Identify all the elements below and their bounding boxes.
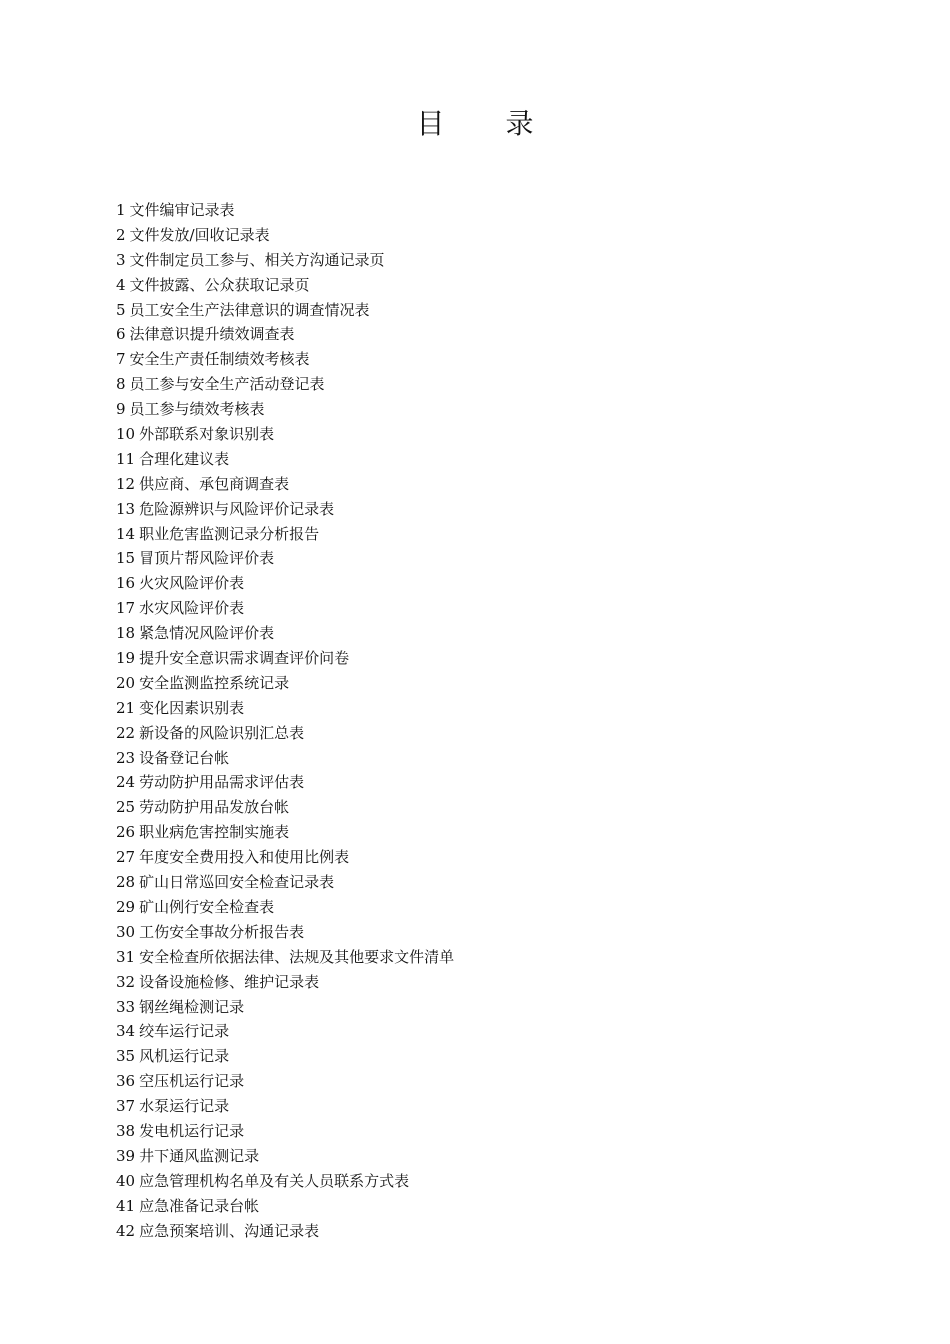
toc-item-number: 26 — [116, 823, 136, 842]
toc-item-label: 工伤安全事故分析报告表 — [139, 922, 305, 941]
toc-item-number: 14 — [116, 524, 136, 543]
toc-item-number: 16 — [116, 574, 136, 593]
toc-item — [116, 397, 454, 422]
toc-item-number: 35 — [116, 1047, 136, 1066]
toc-item-number: 25 — [116, 798, 136, 817]
toc-item-label: 职业病危害控制实施表 — [139, 823, 290, 842]
toc-item-number: 11 — [116, 449, 136, 468]
toc-item-label: 劳动防护用品需求评估表 — [139, 773, 305, 792]
toc-item-number: 10 — [116, 425, 136, 444]
toc-item-number: 21 — [116, 698, 136, 717]
toc-item-label: 员工参与安全生产活动登记表 — [129, 375, 325, 394]
toc-item-number: 39 — [116, 1146, 136, 1165]
toc-item-number: 9 — [116, 400, 126, 419]
toc-item-label: 文件制定员工参与、相关方沟通记录页 — [129, 250, 385, 269]
toc-item-number: 5 — [116, 300, 126, 319]
toc-item — [116, 522, 454, 547]
toc-item — [116, 696, 454, 721]
toc-item-number: 34 — [116, 1022, 136, 1041]
toc-item-label: 空压机运行记录 — [139, 1072, 245, 1091]
toc-item — [116, 671, 454, 696]
toc-item — [116, 1094, 454, 1119]
toc-item-number: 29 — [116, 897, 136, 916]
toc-item-number: 38 — [116, 1121, 136, 1140]
toc-list — [116, 198, 454, 1243]
toc-item — [116, 845, 454, 870]
toc-item-label: 员工安全生产法律意识的调查情况表 — [129, 300, 370, 319]
toc-item-label: 文件披露、公众获取记录页 — [129, 275, 310, 294]
toc-item-number: 30 — [116, 922, 136, 941]
toc-item-label: 井下通风监测记录 — [139, 1146, 260, 1165]
toc-item-number: 32 — [116, 972, 136, 991]
toc-item-label: 应急准备记录台帐 — [139, 1196, 260, 1215]
toc-item-number: 7 — [116, 350, 126, 369]
toc-item-label: 设备设施检修、维护记录表 — [139, 972, 320, 991]
toc-item — [116, 472, 454, 497]
toc-item-number: 27 — [116, 848, 136, 867]
toc-item — [116, 347, 454, 372]
toc-item — [116, 1119, 454, 1144]
toc-item-number: 31 — [116, 947, 136, 966]
toc-item-number: 36 — [116, 1072, 136, 1091]
toc-item — [116, 1044, 454, 1069]
toc-item-number: 41 — [116, 1196, 136, 1215]
toc-item-number: 6 — [116, 325, 126, 344]
toc-item — [116, 273, 454, 298]
toc-item-label: 劳动防护用品发放台帐 — [139, 798, 290, 817]
toc-item — [116, 970, 454, 995]
toc-item-number: 28 — [116, 873, 136, 892]
toc-item-label: 年度安全费用投入和使用比例表 — [139, 848, 350, 867]
toc-item-label: 紧急情况风险评价表 — [139, 624, 275, 643]
toc-item-number: 1 — [116, 201, 126, 219]
toc-item — [116, 322, 454, 347]
toc-item-label: 职业危害监测记录分析报告 — [139, 524, 320, 543]
toc-item — [116, 1169, 454, 1194]
toc-item-label: 安全检查所依据法律、法规及其他要求文件清单 — [139, 947, 455, 966]
toc-item-label: 供应商、承包商调查表 — [139, 474, 290, 493]
toc-item — [116, 1194, 454, 1219]
toc-item-label: 文件编审记录表 — [129, 201, 235, 219]
toc-item-number: 13 — [116, 499, 136, 518]
toc-item-label: 安全监测监控系统记录 — [139, 673, 290, 692]
toc-item — [116, 795, 454, 820]
toc-item-label: 合理化建议表 — [139, 449, 230, 468]
toc-item-label: 钢丝绳检测记录 — [139, 997, 245, 1016]
toc-title: 目 录 — [416, 107, 560, 140]
toc-item — [116, 746, 454, 771]
toc-item — [116, 895, 454, 920]
toc-item-label: 变化因素识别表 — [139, 698, 245, 717]
toc-item-label: 安全生产责任制绩效考核表 — [129, 350, 310, 369]
toc-item-number: 15 — [116, 549, 136, 568]
toc-item — [116, 298, 454, 323]
toc-item-label: 风机运行记录 — [139, 1047, 230, 1066]
toc-item — [116, 1069, 454, 1094]
toc-item — [116, 1144, 454, 1169]
toc-item-label: 危险源辨识与风险评价记录表 — [139, 499, 335, 518]
toc-item-label: 矿山例行安全检查表 — [139, 897, 275, 916]
toc-item-label: 法律意识提升绩效调查表 — [129, 325, 295, 344]
toc-item-number: 20 — [116, 673, 136, 692]
toc-item — [116, 1219, 454, 1244]
toc-item-label: 水灾风险评价表 — [139, 599, 245, 618]
toc-item — [116, 995, 454, 1020]
toc-item-label: 应急预案培训、沟通记录表 — [139, 1221, 320, 1240]
toc-item — [116, 546, 454, 571]
toc-item-label: 提升安全意识需求调查评价问卷 — [139, 649, 350, 668]
toc-item-label: 冒顶片帮风险评价表 — [139, 549, 275, 568]
toc-item — [116, 497, 454, 522]
toc-item-number: 22 — [116, 723, 136, 742]
toc-item-number: 33 — [116, 997, 136, 1016]
toc-item — [116, 223, 454, 248]
toc-item-label: 绞车运行记录 — [139, 1022, 230, 1041]
toc-item-label: 水泵运行记录 — [139, 1097, 230, 1116]
toc-item-label: 新设备的风险识别汇总表 — [139, 723, 305, 742]
toc-item-number: 2 — [116, 225, 126, 244]
toc-item-number: 4 — [116, 275, 126, 294]
toc-item-label: 员工参与绩效考核表 — [129, 400, 265, 419]
toc-item — [116, 820, 454, 845]
toc-item-label: 应急管理机构名单及有关人员联系方式表 — [139, 1171, 410, 1190]
toc-item — [116, 422, 454, 447]
toc-item-label: 火灾风险评价表 — [139, 574, 245, 593]
toc-item — [116, 770, 454, 795]
toc-item-number: 42 — [116, 1221, 136, 1240]
toc-item-label: 矿山日常巡回安全检查记录表 — [139, 873, 335, 892]
toc-item — [116, 248, 454, 273]
toc-item — [116, 721, 454, 746]
toc-item-number: 12 — [116, 474, 136, 493]
toc-item-number: 23 — [116, 748, 136, 767]
toc-item-number: 18 — [116, 624, 136, 643]
toc-item — [116, 198, 454, 223]
toc-item-label: 设备登记台帐 — [139, 748, 230, 767]
toc-item — [116, 945, 454, 970]
toc-item-label: 文件发放/回收记录表 — [129, 225, 270, 244]
toc-item — [116, 596, 454, 621]
toc-item-number: 40 — [116, 1171, 136, 1190]
toc-item-number: 3 — [116, 250, 126, 269]
toc-item-number: 37 — [116, 1097, 136, 1116]
toc-item — [116, 870, 454, 895]
toc-item-label: 发电机运行记录 — [139, 1121, 245, 1140]
toc-item-number: 17 — [116, 599, 136, 618]
toc-item — [116, 447, 454, 472]
toc-item — [116, 646, 454, 671]
toc-item — [116, 1019, 454, 1044]
toc-item-number: 8 — [116, 375, 126, 394]
toc-item — [116, 920, 454, 945]
toc-item-number: 24 — [116, 773, 136, 792]
toc-item — [116, 621, 454, 646]
toc-item-label: 外部联系对象识别表 — [139, 425, 275, 444]
toc-item — [116, 571, 454, 596]
toc-item — [116, 372, 454, 397]
toc-item-number: 19 — [116, 649, 136, 668]
